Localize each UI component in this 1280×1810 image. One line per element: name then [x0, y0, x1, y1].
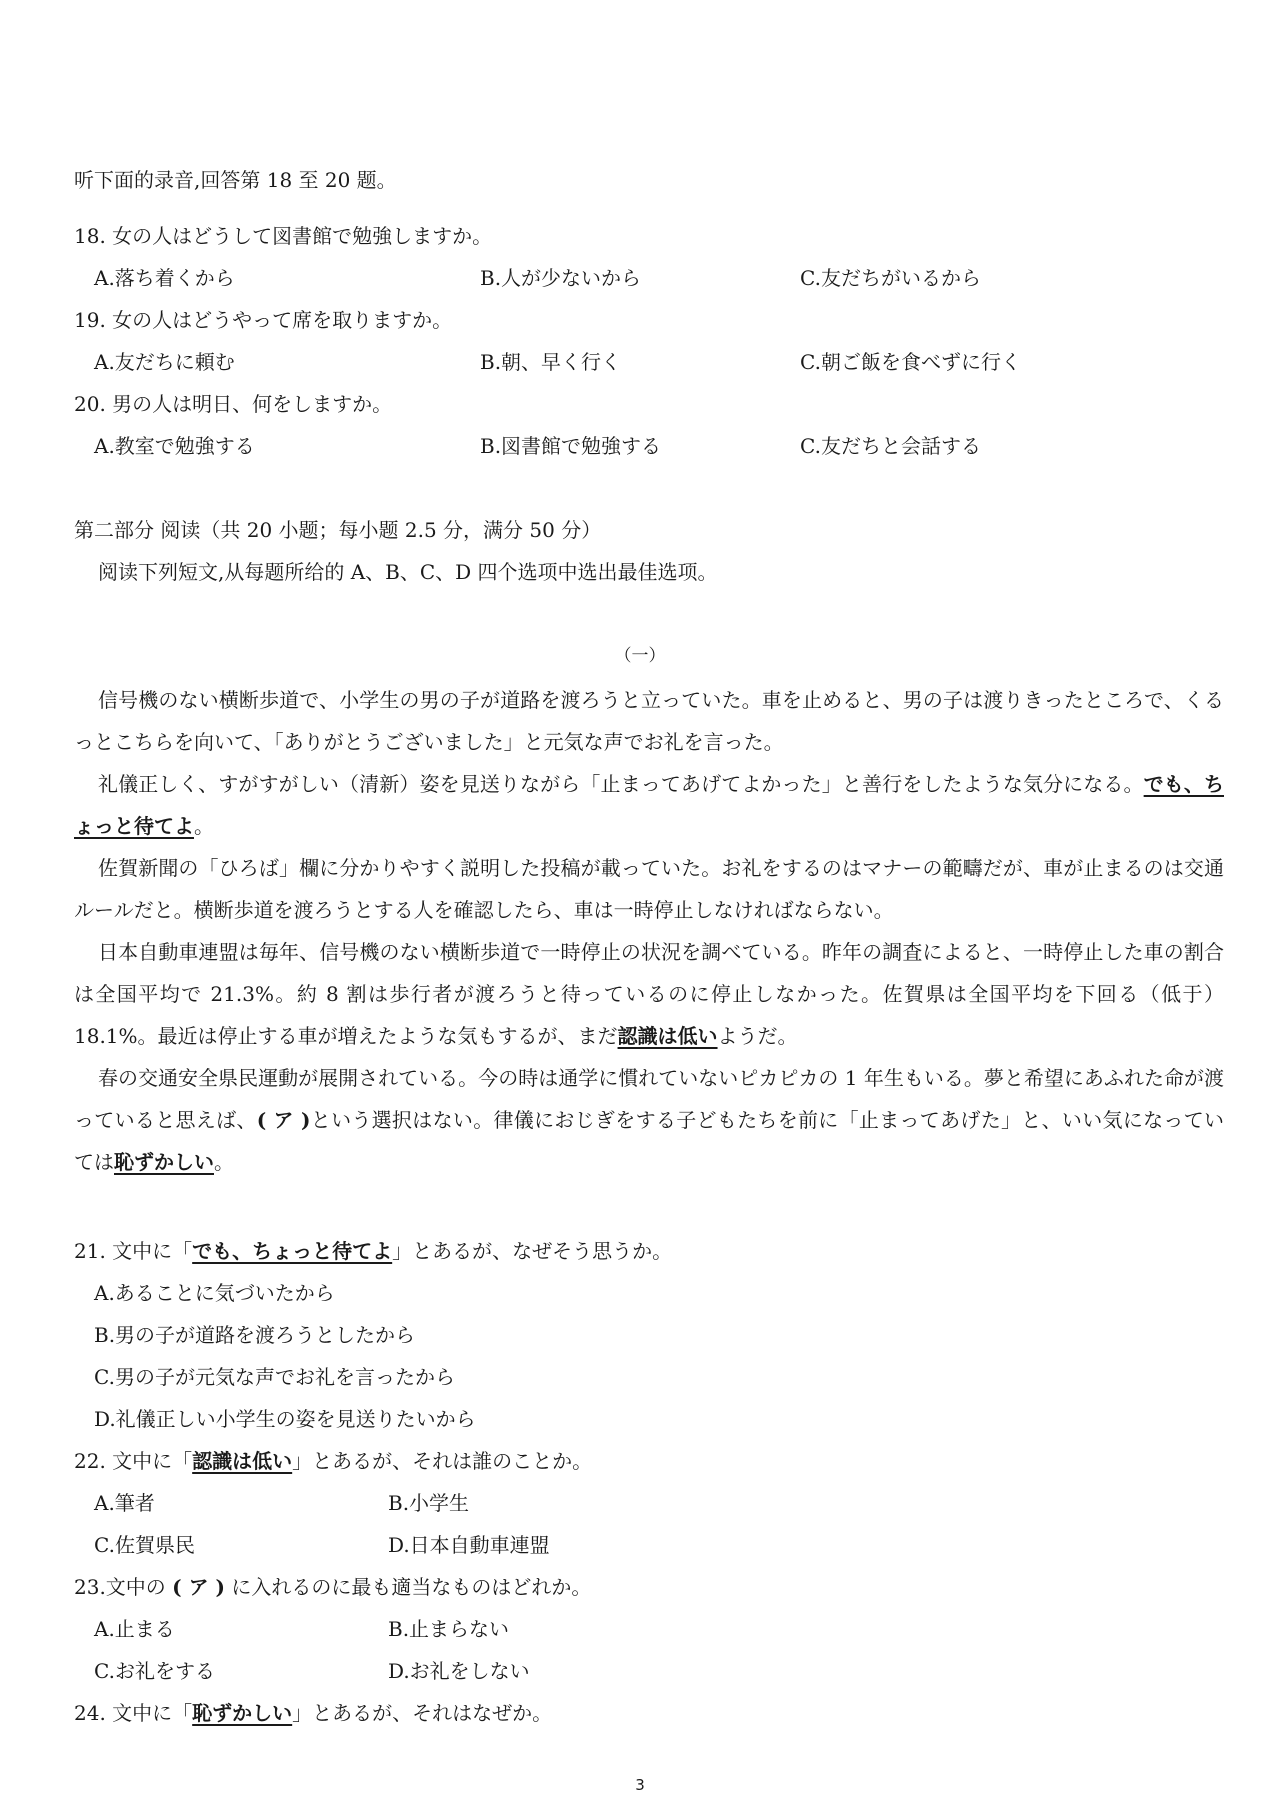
q18-option-a: A.落ち着くから: [94, 266, 235, 290]
q21-underlined: でも、ちょっと待てよ: [192, 1239, 393, 1263]
p5-end: 。: [214, 1150, 234, 1174]
q22-option-d: D.日本自動車連盟: [388, 1533, 550, 1557]
passage-number: （一）: [614, 646, 666, 666]
passage-paragraph-5: [74, 1057, 1224, 1183]
q20-option-a: A.教室で勉強する: [94, 434, 255, 458]
q21-pre: 21. 文中に「: [74, 1239, 193, 1263]
p4-text: 日本自動車連盟は毎年、信号機のない横断歩道で一時停止の状況を調べている。昨年の調査によると、一時停止した車の割合は全国平均で 21.3%。約 8 割は歩行者が渡ろうと待っているのに停止しなかった。佐賀県は全国平均を下回る（低于） 18.1%。最近は停止する車が増えたような気もするが、まだ: [74, 940, 1224, 1048]
reading-section-title: 第二部分 阅读（共 20 小题；每小题 2.5 分，满分 50 分）: [74, 518, 602, 542]
p2-underlined-phrase: でも、ちょっと待てよ: [74, 772, 1224, 838]
q23-post: に入れるのに最も適当なものはどれか。: [225, 1575, 592, 1599]
q23-option-c: C.お礼をする: [94, 1659, 215, 1683]
q22-post: 」とあるが、それは誰のことか。: [292, 1449, 593, 1473]
q24-post: 」とあるが、それはなぜか。: [292, 1701, 553, 1725]
p2-end: 。: [194, 814, 214, 838]
q18-option-c: C.友だちがいるから: [800, 266, 981, 290]
q22-pre: 22. 文中に「: [74, 1449, 193, 1473]
q21-option-b: B.男の子が道路を渡ろうとしたから: [94, 1323, 416, 1347]
q23-option-b: B.止まらない: [388, 1617, 510, 1641]
q22-underlined: 認識は低い: [192, 1449, 293, 1473]
passage-paragraph-4: [74, 931, 1224, 1057]
p5-middle: という選択はない。律儀におじぎをする子どもたちを前に「止まってあげた」と、いい気になっていては: [74, 1108, 1225, 1174]
q23-blank: ( ア ): [172, 1575, 226, 1599]
reading-section-instruction: 阅读下列短文,从每题所给的 A、B、C、D 四个选项中选出最佳选项。: [98, 560, 718, 584]
passage-paragraph-2: [74, 763, 1224, 847]
q22-option-c: C.佐賀県民: [94, 1533, 195, 1557]
q23-option-a: A.止まる: [94, 1617, 175, 1641]
q19-option-a: A.友だちに頼む: [94, 350, 235, 374]
passage-paragraph-1: [74, 679, 1224, 763]
question-24-stem: [74, 1699, 552, 1727]
q22-option-a: A.筆者: [94, 1491, 155, 1515]
q23-option-d: D.お礼をしない: [388, 1659, 530, 1683]
passage-paragraph-3: [74, 847, 1224, 931]
p4-underlined-phrase: 認識は低い: [617, 1024, 718, 1048]
p1-text: 信号機のない横断歩道で、小学生の男の子が道路を渡ろうと立っていた。車を止めると、男の子は渡りきったところで、くるっとこちらを向いて、「ありがとうございました」と元気な声でお礼を言った。: [74, 688, 1224, 754]
q24-pre: 24. 文中に「: [74, 1701, 193, 1725]
p5-underlined-phrase: 恥ずかしい: [114, 1150, 214, 1174]
question-21-stem: [74, 1237, 672, 1265]
p5-blank: ( ア ): [256, 1108, 311, 1132]
q18-option-b: B.人が少ないから: [480, 266, 642, 290]
question-19-stem: 19. 女の人はどうやって席を取りますか。: [74, 308, 453, 332]
q24-underlined: 恥ずかしい: [192, 1701, 293, 1725]
question-18-stem: 18. 女の人はどうして図書館で勉強しますか。: [74, 224, 493, 248]
p3-text: 佐賀新聞の「ひろば」欄に分かりやすく説明した投稿が載っていた。お礼をするのはマナーの範疇だが、車が止まるのは交通ルールだと。横断歩道を渡ろうとする人を確認したら、車は一時停止しなければならない。: [74, 856, 1224, 922]
q21-option-d: D.礼儀正しい小学生の姿を見送りたいから: [94, 1407, 476, 1431]
q21-option-c: C.男の子が元気な声でお礼を言ったから: [94, 1365, 455, 1389]
page-number: 3: [635, 1776, 645, 1794]
p5-text: 春の交通安全県民運動が展開されている。今の時は通学に慣れていないピカピカの 1 年生もいる。夢と希望にあふれた命が渡っていると思えば、: [74, 1066, 1224, 1132]
q21-post: 」とあるが、なぜそう思うか。: [392, 1239, 673, 1263]
q23-pre: 23.文中の: [74, 1575, 173, 1599]
q19-option-b: B.朝、早く行く: [480, 350, 622, 374]
q22-option-b: B.小学生: [388, 1491, 470, 1515]
q19-option-c: C.朝ご飯を食べずに行く: [800, 350, 1021, 374]
question-23-stem: [74, 1573, 591, 1601]
p4-end: ようだ。: [717, 1024, 798, 1048]
question-22-stem: [74, 1447, 592, 1475]
q21-option-a: A.あることに気づいたから: [94, 1281, 335, 1305]
question-20-stem: 20. 男の人は明日、何をしますか。: [74, 392, 393, 416]
q20-option-c: C.友だちと会話する: [800, 434, 981, 458]
p2-text: 礼儀正しく、すがすがしい（清新）姿を見送りながら「止まってあげてよかった」と善行をしたような気分になる。: [98, 772, 1144, 796]
listening-instruction: 听下面的录音,回答第 18 至 20 题。: [74, 168, 397, 192]
q20-option-b: B.図書館で勉強する: [480, 434, 662, 458]
